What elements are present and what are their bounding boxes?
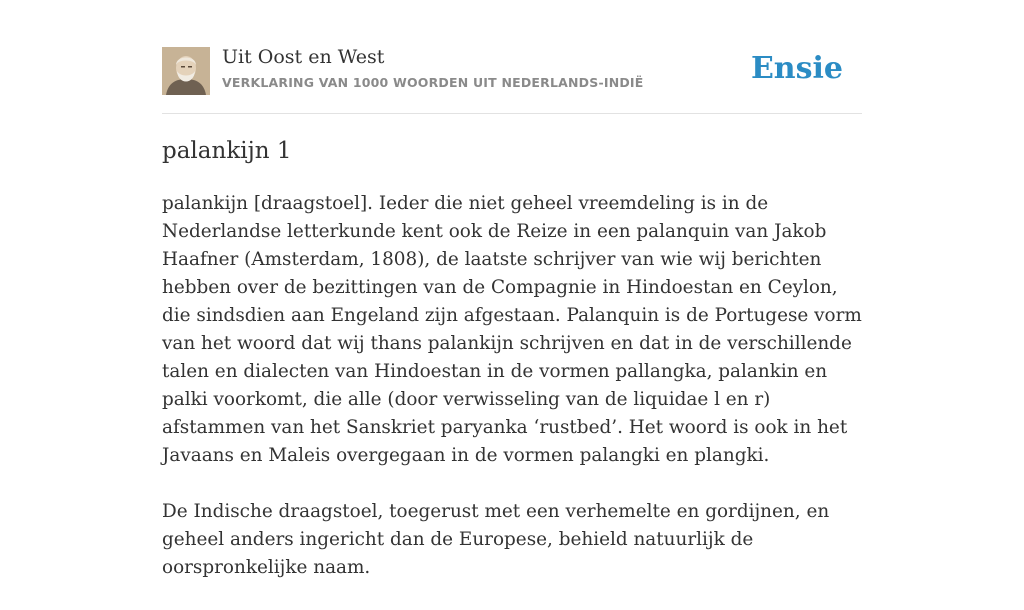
book-header [162, 46, 862, 114]
entry-paragraph: De Indische draagstoel, toegerust met een verhemelte en gordijnen, en geheel anders ingericht dan de Europese, behield natuurlijk de oorspronkelijke naam. [162, 501, 830, 578]
entry-body [162, 190, 864, 610]
author-portrait-image [162, 47, 210, 95]
author-avatar[interactable] [162, 47, 210, 95]
book-subtitle: VERKLARING VAN 1000 WOORDEN UIT NEDERLANDS-INDIË [222, 75, 644, 90]
entry-title: palankijn 1 [162, 138, 292, 164]
entry-paragraph: palankijn [draagstoel]. Ieder die niet geheel vreemdeling is in de Nederlandse letterkunde kent ook de Reize in een palanquin van Jakob Haafner (Amsterdam, 1808), de laatste schrijver van wie wij berichten hebben over de bezittingen van de Compagnie in Hindoestan en Ceylon, die sindsdien aan Engeland zijn afgestaan. Palanquin is de Portugese vorm van het woord dat wij thans palankijn schrijven en dat in de verschillende talen en dialecten van Hindoestan in de vormen pallangka, palankin en palki voorkomt, die alle (door verwisseling van de liquidae l en r) afstammen van het Sanskriet paryanka ‘rustbed’. Het woord is ook in het Javaans en Maleis overgegaan in de vormen palangki en plangki. [162, 193, 862, 466]
ensie-logo[interactable]: Ensie [750, 51, 843, 86]
book-title[interactable]: Uit Oost en West [222, 46, 385, 68]
